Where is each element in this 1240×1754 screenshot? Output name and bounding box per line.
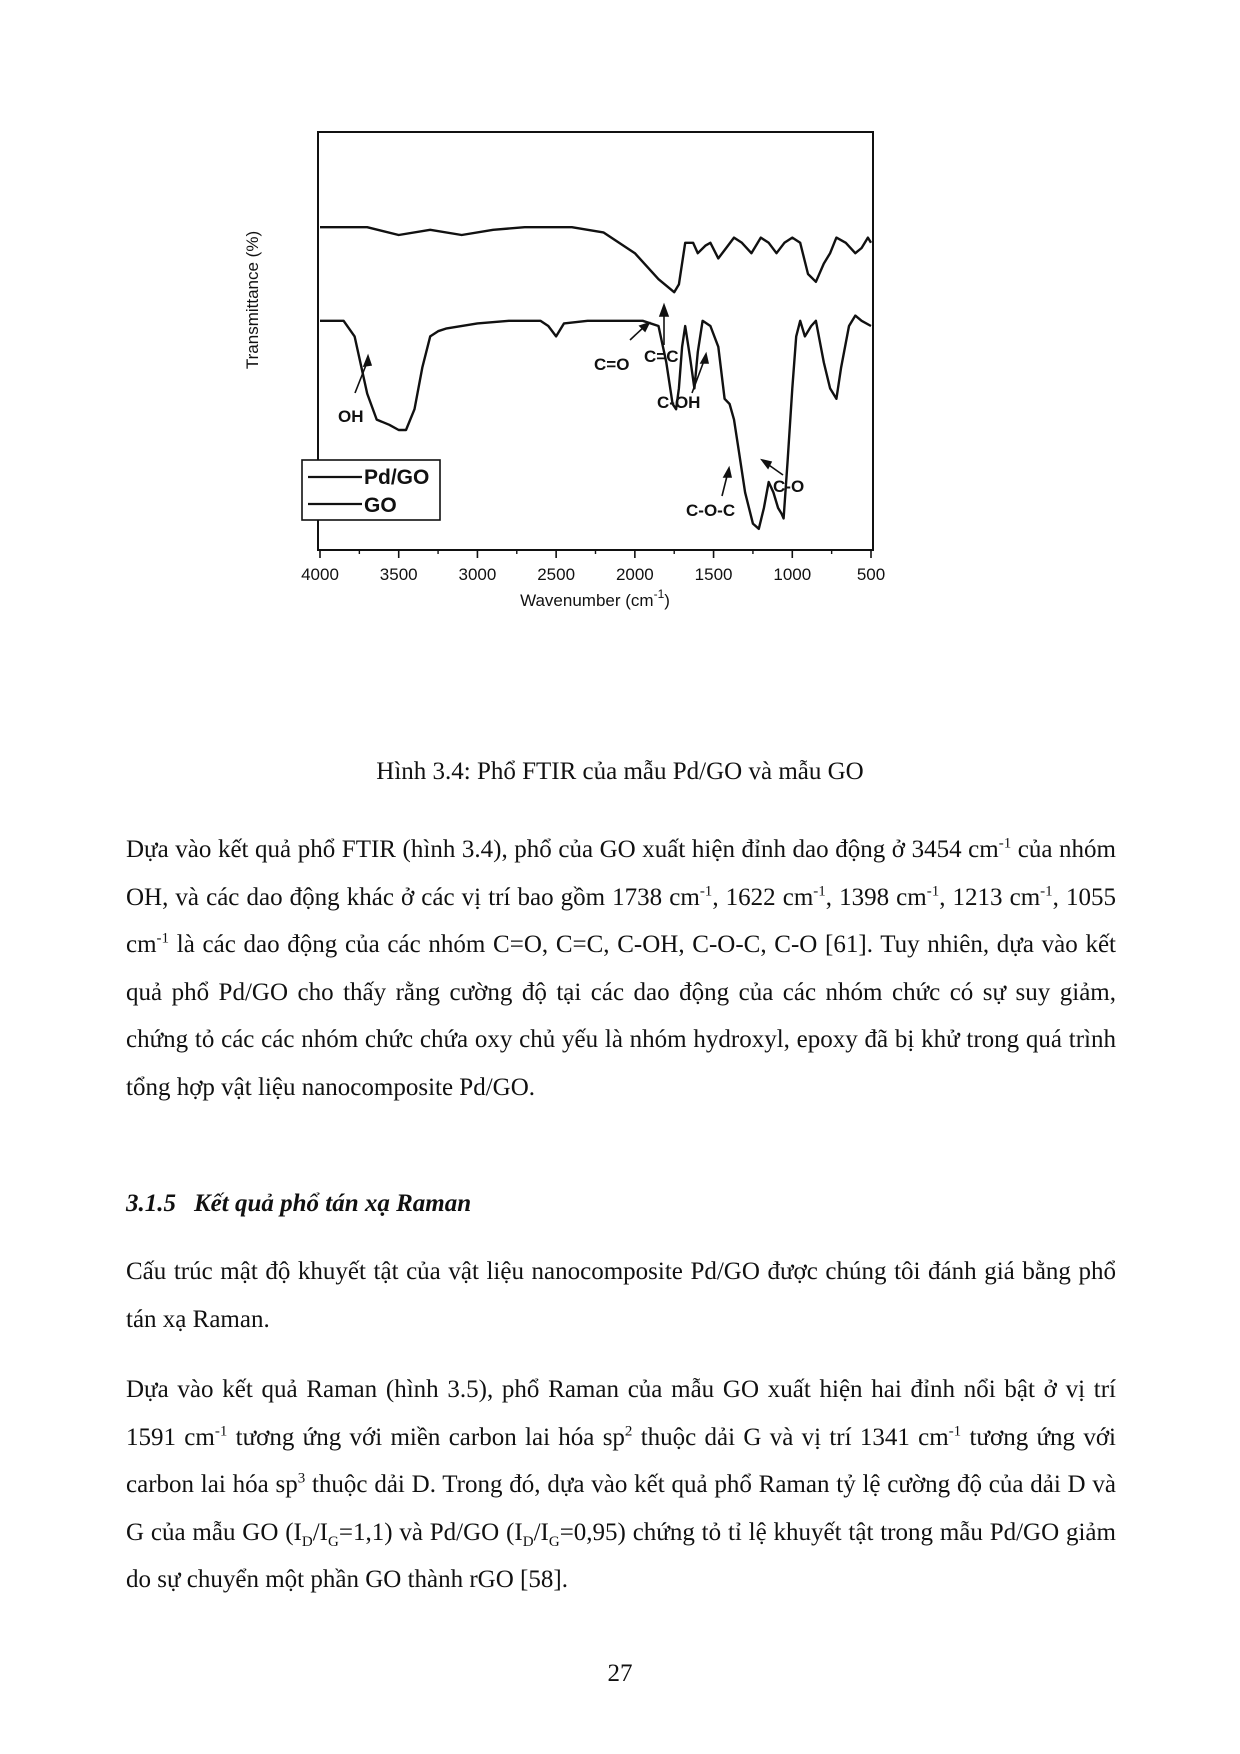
x-tick-label-3000: 3000 (458, 565, 497, 584)
annotation-c-oh: C-OH (657, 393, 701, 412)
x-tick-label-4000: 4000 (301, 565, 339, 584)
annotation-oh: OH (338, 407, 364, 426)
paragraph-ftir-analysis: Dựa vào kết quả phổ FTIR (hình 3.4), phổ của GO xuất hiện đỉnh dao động ở 3454 $cm^{-1}$ của nhóm OH, và các dao động khác ở các vị trí bao gồm 1738 $cm^{-1}$, 1622 $cm^{-1}$, 1398 $cm^{-1}$, 1213 $cm^{-1}$, 1055 $cm^{-1}$ là các dao động của các nhóm C=O, C=C, C-OH, C-O-C, C-O [61]. Tuy nhiên, dựa vào kết quả phổ Pd/GO cho thấy rằng cường độ tại các dao động của các nhóm chức có sự suy giảm, chứng tỏ các các nhóm chức chứa oxy chủ yếu là nhóm hydroxyl, epoxy đã bị khử trong quá trình tổng hợp vật liệu nanocomposite Pd/GO. (126, 835, 1116, 1101)
legend-entry-go: GO (364, 494, 397, 517)
x-tick-label-2500: 2500 (537, 565, 576, 584)
annotation-c-o-c: C-O-C (686, 501, 736, 520)
figure-caption: Hình 3.4: Phổ FTIR của mẫu Pd/GO và mẫu GO (376, 758, 864, 785)
ftir-chart (240, 130, 1000, 690)
legend-entry-pdgo: Pd/GO (364, 466, 430, 489)
x-tick-label-3500: 3500 (379, 565, 418, 584)
x-tick-label-1000: 1000 (773, 565, 812, 584)
annotation-c-c-double: C=C (644, 347, 679, 366)
annotation-c-o: C-O (773, 477, 805, 496)
x-tick-label-2000: 2000 (615, 565, 654, 584)
paragraph-raman-analysis: Dựa vào kết quả Raman (hình 3.5), phổ Raman của mẫu GO xuất hiện hai đỉnh nổi bật ở vị trí 1591 $cm^{-1}$ tương ứng với miền carbon lai hóa $sp^2$ thuộc dải G và vị trí 1341 $cm^{-1}$ tương ứng với carbon lai hóa $sp^3$ thuộc dải D. Trong đó, dựa vào kết quả phổ Raman tỷ lệ cường độ của dải D và G của mẫu GO $(I_D/I_G=1,1)$ và Pd/GO $(I_D/I_G=0,95)$ chứng tỏ tỉ lệ khuyết tật trong mẫu Pd/GO giảm do sự chuyển một phần GO thành rGO [58]. (126, 1376, 1116, 1593)
x-tick-label-500: 500 (856, 565, 886, 584)
chart-legend (302, 460, 440, 520)
paragraph-raman-intro: Cấu trúc mật độ khuyết tật của vật liệu nanocomposite Pd/GO được chúng tôi đánh giá bằng phổ tán xạ Raman. (126, 1258, 1116, 1333)
series-line-pdgo (320, 227, 871, 292)
x-tick-label-1500: 1500 (694, 565, 733, 584)
y-axis-label: Transmittance (%) (243, 230, 262, 370)
section-heading (126, 1190, 471, 1218)
section-number: 3.1.5 (126, 1190, 176, 1217)
ftir-figure (240, 130, 1000, 690)
x-axis-ticks (301, 550, 885, 584)
page-number: 27 (607, 1660, 633, 1687)
annotation-c-o-double: C=O (594, 355, 630, 374)
section-title: Kết quả phổ tán xạ Raman (194, 1190, 472, 1217)
x-axis-label: Wavenumber $(cm^{-1})$ (520, 587, 670, 610)
